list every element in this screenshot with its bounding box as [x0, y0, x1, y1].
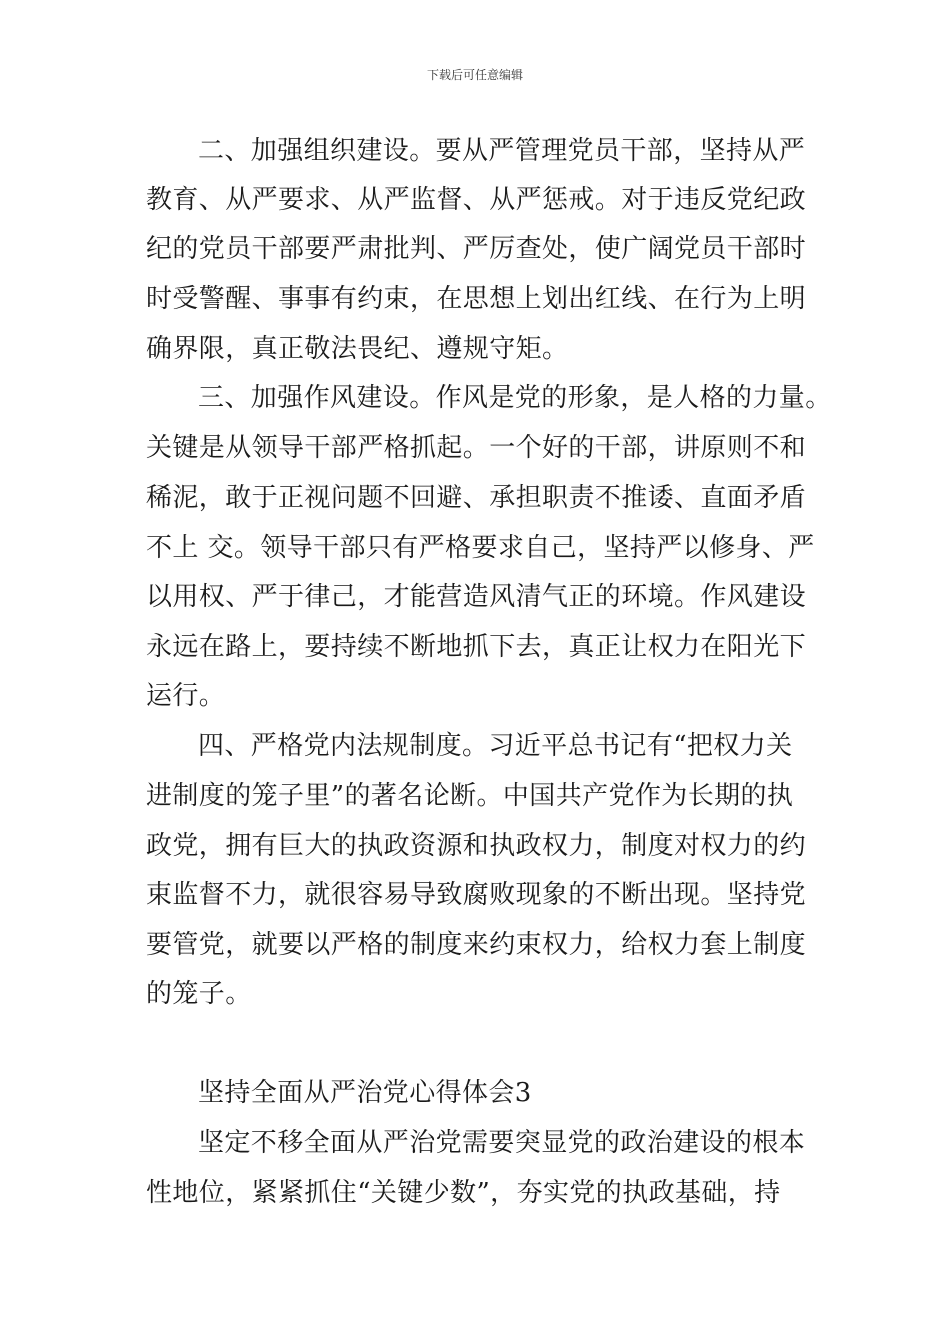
- paragraph-line: 束监督不力，就很容易导致腐败现象的不断出现。坚持党: [146, 880, 807, 910]
- paragraph-line: 二、加强组织建设。要从严管理党员干部，坚持从严: [198, 136, 806, 166]
- section-heading: 坚持全面从严治党心得体会3: [198, 1078, 532, 1108]
- page-header-note: 下载后可任意编辑: [426, 68, 523, 82]
- paragraph-line: 不上 交。领导干部只有严格要求自己，坚持严以修身、严: [146, 533, 815, 563]
- paragraph-line: 政党，拥有巨大的执政资源和执政权力，制度对权力的约: [146, 831, 807, 861]
- paragraph-line: 三、加强作风建设。作风是党的形象，是人格的力量。: [198, 383, 832, 413]
- paragraph-line: 性地位，紧紧抓住“关键少数”，夯实党的执政基础，持: [146, 1178, 781, 1208]
- paragraph-line: 稀泥，敢于正视问题不回避、承担职责不推诿、直面矛盾: [146, 483, 807, 513]
- paragraph-line: 纪的党员干部要严肃批判、严厉查处，使广阔党员干部时: [146, 234, 807, 264]
- paragraph-line: 的笼子。: [146, 979, 252, 1009]
- paragraph-line: 教育、从严要求、从严监督、从严惩戒。对于违反党纪政: [146, 185, 807, 215]
- paragraph-line: 坚定不移全面从严治党需要突显党的政治建设的根本: [198, 1128, 806, 1158]
- paragraph-line: 要管党，就要以严格的制度来约束权力，给权力套上制度: [146, 930, 807, 960]
- paragraph-line: 关键是从领导干部严格抓起。一个好的干部，讲原则不和: [146, 433, 807, 463]
- paragraph-line: 四、严格党内法规制度。习近平总书记有“把权力关: [198, 731, 793, 761]
- paragraph-line: 时受警醒、事事有约束，在思想上划出红线、在行为上明: [146, 284, 807, 314]
- paragraph-line: 以用权、严于律己，才能营造风清气正的环境。作风建设: [146, 582, 807, 612]
- paragraph-line: 运行。: [146, 681, 226, 711]
- paragraph-line: 进制度的笼子里”的著名论断。中国共产党作为长期的执: [146, 781, 794, 811]
- paragraph-line: 确界限，真正敬法畏纪、遵规守矩。: [146, 334, 569, 364]
- paragraph-line: 永远在路上，要持续不断地抓下去，真正让权力在阳光下: [146, 632, 807, 662]
